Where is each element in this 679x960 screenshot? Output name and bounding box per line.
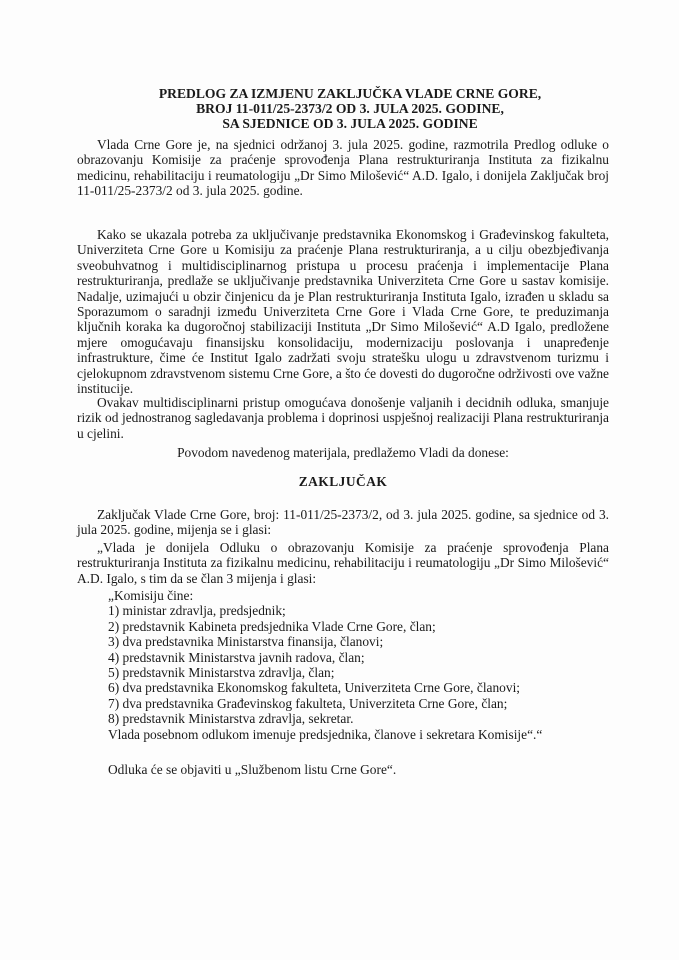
commission-members-list: [108, 588, 608, 742]
title-line-2: BROJ 11-011/25-2373/2 OD 3. JULA 2025. GODINE,: [196, 101, 504, 116]
list-item: 3) dva predstavnika Ministarstva finansija, članovi;: [108, 634, 384, 650]
document-title: [100, 86, 600, 131]
list-item: 8) predstavnik Ministarstva zdravlja, sekretar.: [108, 711, 354, 727]
list-intro: „Komisiju čine:: [108, 588, 194, 603]
amendment-paragraph: Zaključak Vlade Crne Gore, broj: 11-011/25-2373/2, od 3. jula 2025. godine, sa sjednice od 3. jula 2025. godine, mijenja se i glasi:: [77, 507, 609, 538]
list-closing: Vlada posebnom odlukom imenuje predsjednika, članove i sekretara Komisije“.“: [108, 726, 543, 742]
rationale-paragraph: Kako se ukazala potreba za uključivanje predstavnika Ekonomskog i Građevinskog fakulteta, Univerziteta Crne Gore u Komisiju za praćenje Plana restrukturiranja, a u cilju obezbjeđivanja sveobuhvatnog i multidisciplinarnog pristupa u procesu praćenja i implementacije Plana restrukturiranja, predlaže se uključivanje predstavnika Univerziteta Crne Gore u sastav komisije. Nadalje, uzimajući u obzir činjenicu da je Plan restrukturiranja Instituta Igalo, izrađen u skladu sa Sporazumom o saradnji između Univerziteta Crne Gore i Vlada Crne Gore, te preduzimanja ključnih koraka ka dugoročnoj stabilizaciji Instituta „Dr Simo Milošević“ A.D Igalo, predložene mjere omogućavaju finansijsku konsolidaciju, modernizaciju poslovanja i unapređenje infrastrukture, čime će Institut Igalo zadržati svoju stratešku ulogu u zdravstvenom turizmu i cjelokupnom zdravstvenom sistemu Crne Gore, a što će dovesti do dugoročne održivosti ove važne institucije.: [77, 227, 609, 397]
list-item: 1) ministar zdravlja, predsjednik;: [108, 603, 286, 619]
publication-line: Odluka će se objaviti u „Službenom listu Crne Gore“.: [108, 762, 397, 777]
quoted-decision-paragraph: „Vlada je donijela Odluku o obrazovanju Komisije za praćenje sprovođenja Plana restrukturiranja Instituta za fizikalnu medicinu, rehabilitaciju i reumatologiju „Dr Simo Milošević“ A.D. Igalo, s tim da se član 3 mijenja i glasi:: [77, 540, 609, 586]
list-item: 7) dva predstavnika Građevinskog fakulteta, Univerziteta Crne Gore, član;: [108, 695, 508, 711]
list-item: 4) predstavnik Ministarstva javnih radova, član;: [108, 649, 365, 665]
list-item: 2) predstavnik Kabineta predsjednika Vlade Crne Gore, član;: [108, 618, 436, 634]
list-item: 5) predstavnik Ministarstva zdravlja, član;: [108, 665, 335, 681]
title-line-3: SA SJEDNICE OD 3. JULA 2025. GODINE: [222, 116, 478, 131]
title-line-1: PREDLOG ZA IZMJENU ZAKLJUČKA VLADE CRNE GORE,: [158, 86, 542, 101]
conclusion-heading: ZAKLJUČAK: [298, 474, 388, 489]
list-item: 6) dva predstavnika Ekonomskog fakulteta, Univerziteta Crne Gore, članovi;: [108, 680, 521, 696]
approach-paragraph: Ovakav multidisciplinarni pristup omogućava donošenje valjanih i decidnih odluka, smanjuje rizik od jednostranog sagledavanja problema i doprinosi uspješnoj realizaciji Plana restrukturiranja u cjelini.: [77, 395, 609, 441]
intro-paragraph: Vlada Crne Gore je, na sjednici održanoj 3. jula 2025. godine, razmotrila Predlog odluke o obrazovanju Komisije za praćenje sprovođenja Plana restrukturiranja Instituta za fizikalnu medicinu, rehabilitaciju i reumatologiju „Dr Simo Milošević“ A.D. Igalo, i donijela Zaključak broj 11-011/25-2373/2 od 3. jula 2025. godine.: [77, 137, 609, 199]
proposal-line: Povodom navedenog materijala, predlažemo Vladi da donese:: [177, 445, 509, 460]
